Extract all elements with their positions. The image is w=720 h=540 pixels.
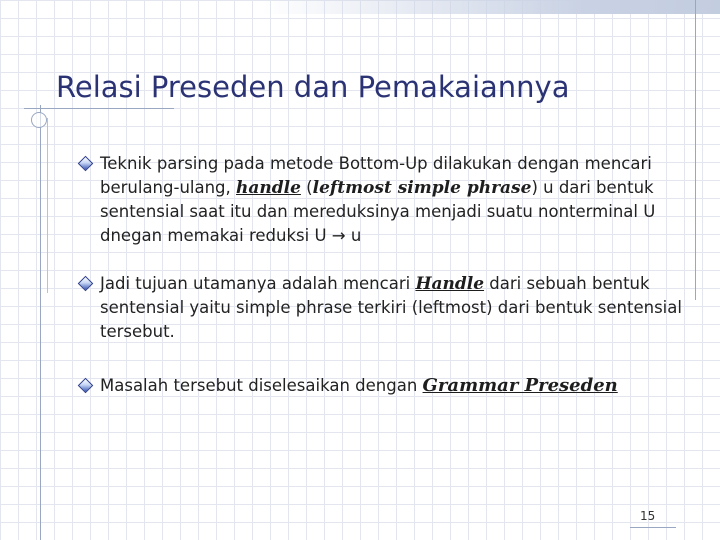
emphasized-term: Grammar Preseden xyxy=(422,375,618,396)
diamond-bullet-icon xyxy=(78,276,94,292)
bullet-text: u xyxy=(345,226,362,245)
bullet-text: Teknik parsing pada metode Bottom-Up dilakukan dengan mencari berulang-ulang, xyxy=(100,154,652,197)
slide-title: Relasi Preseden dan Pemakaiannya xyxy=(56,70,570,104)
bullet-text: ) u dari bentuk sentensial saat itu dan mereduksinya menjadi suatu nonterminal U dnegan memakai reduksi U xyxy=(100,178,656,245)
bullet-item xyxy=(78,374,688,398)
bullet-item xyxy=(78,152,688,248)
diamond-bullet-icon xyxy=(78,378,94,394)
bullet-list xyxy=(78,152,688,398)
arrow-symbol: → xyxy=(331,226,346,245)
decorative-top-band xyxy=(262,0,720,14)
emphasized-term: Handle xyxy=(415,274,485,294)
decorative-vertical-line xyxy=(40,105,41,540)
bullet-item xyxy=(78,272,688,344)
bullet-text: ( xyxy=(300,178,313,197)
decorative-page-line xyxy=(630,527,676,528)
emphasized-term: leftmost simple phrase xyxy=(312,178,532,198)
decorative-vertical-line xyxy=(695,0,696,300)
bullet-text: Masalah tersebut diselesaikan dengan xyxy=(100,376,423,395)
decorative-title-line xyxy=(24,108,174,109)
bullet-text: dari sebuah bentuk sentensial yaitu simple phrase terkiri (leftmost) dari bentuk sentensial tersebut. xyxy=(100,274,682,341)
diamond-bullet-icon xyxy=(78,156,94,172)
emphasized-term: handle xyxy=(236,178,301,198)
bullet-text: Jadi tujuan utamanya adalah mencari xyxy=(100,274,416,293)
decorative-vertical-line xyxy=(47,118,48,293)
page-number: 15 xyxy=(640,509,656,523)
decorative-circle xyxy=(31,112,47,128)
